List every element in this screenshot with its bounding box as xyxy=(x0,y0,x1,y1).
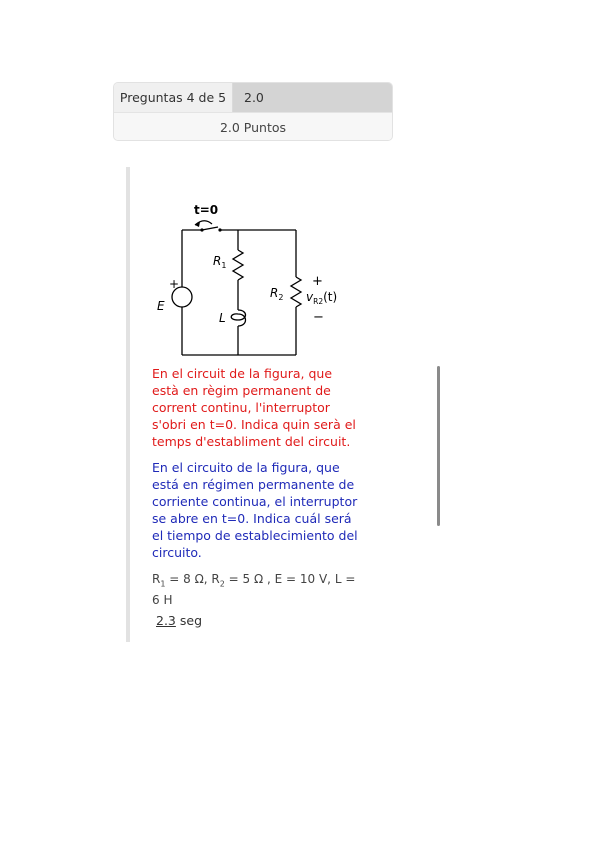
question-counter: Preguntas 4 de 5 xyxy=(114,83,233,112)
switch-label: t=0 xyxy=(194,203,219,217)
question-text-spanish: En el circuito de la figura, que está en régimen permanente de corriente continua, el interruptor se abre en t=0. Indica cuál será el tiempo de establecimiento del circuito. xyxy=(152,460,358,560)
question-panel xyxy=(126,167,380,642)
r2-label: $R_2$ xyxy=(270,286,284,302)
answer-unit: seg xyxy=(179,613,203,628)
vout-minus-label: − xyxy=(313,310,324,325)
vout-plus-label: + xyxy=(312,274,323,289)
resistor-r2-icon xyxy=(291,277,301,307)
inductor-label: L xyxy=(219,311,226,325)
circuit-parameters: $R_1 = 8$ Ω, $R_2 = 5$ Ω , E = 10 V, L = 6 H xyxy=(152,572,356,608)
question-header xyxy=(113,82,393,141)
source-plus-label: + xyxy=(169,277,180,291)
vout-label: $v_{R2}(t)$ xyxy=(306,290,338,306)
question-text-catalan: En el circuit de la figura, que està en règim permanent de corrent continu, l'interruptor s'obri en t=0. Indica quin serà el temps d'establiment del circuit. xyxy=(152,366,356,449)
scrollbar[interactable] xyxy=(437,366,440,526)
answer xyxy=(156,613,202,628)
source-label: E xyxy=(157,299,165,313)
switch-blade-icon xyxy=(202,227,218,230)
resistor-r1-icon xyxy=(233,250,243,280)
answer-value: 2.3 xyxy=(156,613,176,628)
r1-label: $R_1$ xyxy=(213,254,227,270)
circuit-diagram xyxy=(152,197,352,362)
inductor-icon xyxy=(231,310,245,326)
question-score: 2.0 xyxy=(233,83,392,112)
points-label: 2.0 Puntos xyxy=(114,112,392,141)
